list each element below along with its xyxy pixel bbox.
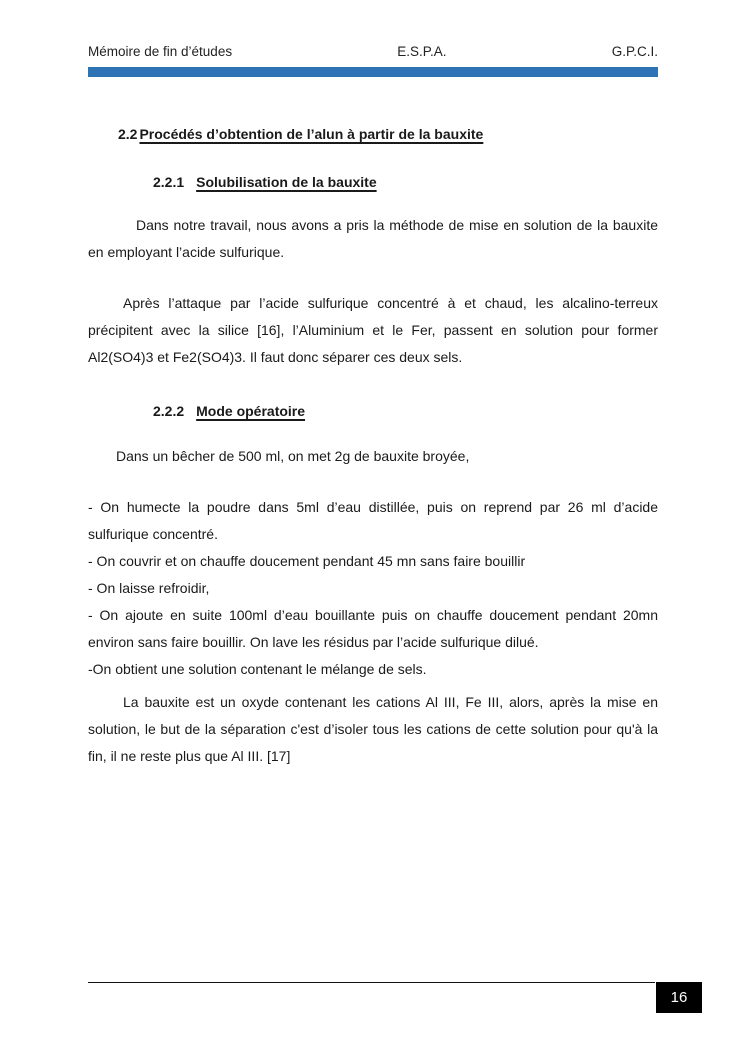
procedure-step: - On humecte la poudre dans 5ml d’eau distillée, puis on reprend par 26 ml d’acide sulfurique concentré. xyxy=(88,499,658,542)
header-accent-bar xyxy=(88,67,658,77)
procedure-step: -On obtient une solution contenant le mélange de sels. xyxy=(88,661,427,677)
document-body xyxy=(88,120,658,770)
section-number: 2.2.1 xyxy=(153,174,185,190)
section-title: Solubilisation de la bauxite xyxy=(196,174,377,190)
section-heading-2-2-2 xyxy=(153,402,658,420)
header-document-title: Mémoire de fin d’études xyxy=(88,44,233,59)
page-number: 16 xyxy=(670,989,688,1006)
paragraph-conclusion: La bauxite est un oxyde contenant les cations Al III, Fe III, alors, après la mise en solution, le but de la séparation c'est d’isoler tous les cations de cette solution pour qu'à la fin, il ne reste plus que Al III. [17] xyxy=(88,694,658,764)
section-title: Mode opératoire xyxy=(196,403,306,419)
paragraph-procedure-intro: Dans un bêcher de 500 ml, on met 2g de bauxite broyée, xyxy=(116,448,470,464)
section-number: 2.2 xyxy=(118,126,138,142)
section-heading-2-2-1 xyxy=(153,173,658,191)
page-number-badge xyxy=(656,982,702,1013)
section-heading-2-2 xyxy=(118,125,658,143)
page-header xyxy=(88,44,658,59)
header-institution: E.S.P.A. xyxy=(397,44,447,59)
section-title: Procédés d’obtention de l’alun à partir de la bauxite xyxy=(139,126,484,142)
section-number: 2.2.2 xyxy=(153,403,185,419)
footer-rule xyxy=(88,982,655,983)
paragraph-attack-description: Après l’attaque par l’acide sulfurique concentré à et chaud, les alcalino-terreux précipitent avec la silice [16], l’Aluminium et le Fer, passent en solution pour former Al2(SO4)3 et Fe2(SO4)3. Il faut donc séparer ces deux sels. xyxy=(88,295,658,365)
procedure-step: - On couvrir et on chauffe doucement pendant 45 mn sans faire bouillir xyxy=(88,553,526,569)
paragraph-method-intro: Dans notre travail, nous avons a pris la méthode de mise en solution de la bauxite en employant l’acide sulfurique. xyxy=(88,217,658,260)
procedure-step: - On laisse refroidir, xyxy=(88,580,210,596)
header-department: G.P.C.I. xyxy=(611,44,658,59)
procedure-step: - On ajoute en suite 100ml d’eau bouillante puis on chauffe doucement pendant 20mn environ sans faire bouillir. On lave les résidus par l’acide sulfurique dilué. xyxy=(88,607,658,650)
procedure-step-list xyxy=(88,494,658,683)
